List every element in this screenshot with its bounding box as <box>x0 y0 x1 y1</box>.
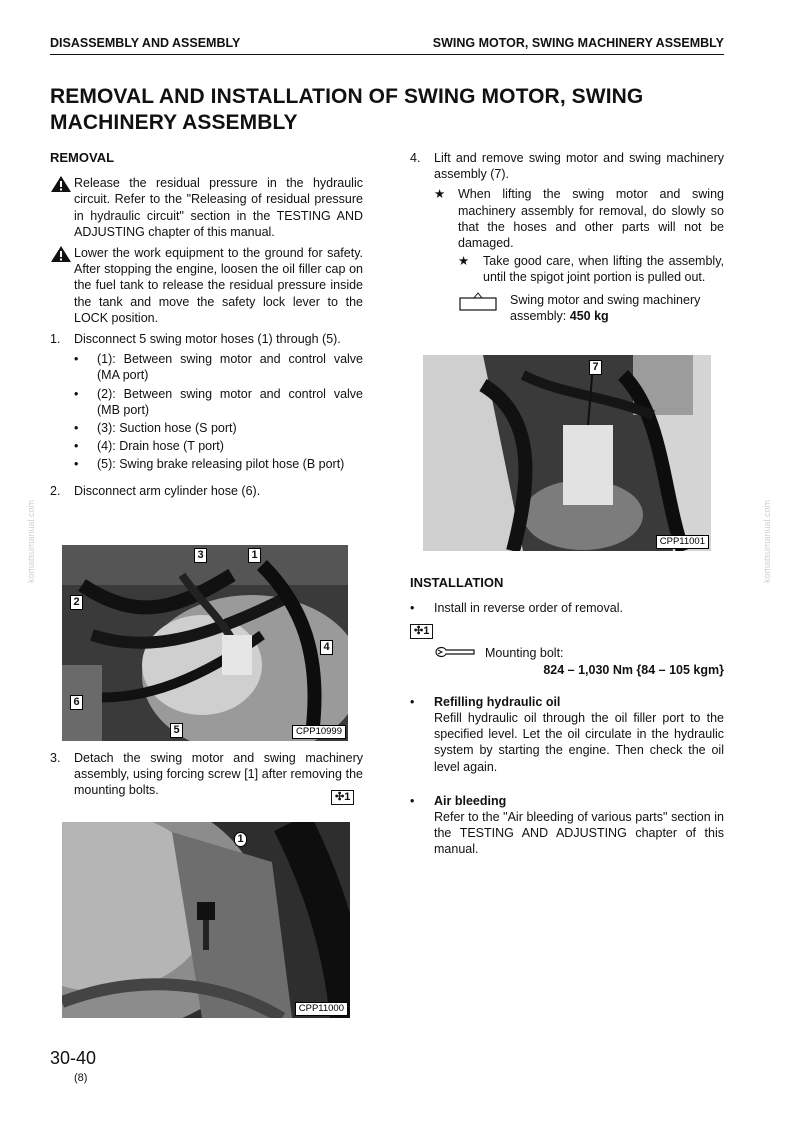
step-1 <box>50 331 363 347</box>
title-line-1: REMOVAL AND INSTALLATION OF SWING MOTOR, SWING <box>50 85 644 108</box>
step-3-reference <box>331 787 354 805</box>
bullet-dot: • <box>74 439 79 454</box>
step-3 <box>50 750 363 799</box>
bullet-dot: • <box>410 793 415 808</box>
warning-icon <box>50 245 72 263</box>
photo-3-caption: CPP11001 <box>656 535 709 549</box>
photo-1-caption: CPP10999 <box>292 725 346 739</box>
callout-1: 1 <box>234 832 247 847</box>
bolt-cross-icon: ✣ <box>335 791 345 803</box>
reference-number: 1 <box>344 791 351 803</box>
installation-section <box>410 575 724 860</box>
bullet-dot: • <box>74 421 79 436</box>
weight-icon <box>458 292 498 312</box>
watermark-right: komatsumanual.com <box>762 500 772 584</box>
bolt-label: Mounting bolt: <box>485 646 564 661</box>
reference-box <box>331 790 354 805</box>
callout-7: 7 <box>589 360 602 375</box>
photo-1-illustration <box>62 545 348 741</box>
callout-5: 5 <box>170 723 183 738</box>
refill-text: Refill hydraulic oil through the oil filler port to the specified level. Let the oil circulate in the hydraulic system by starting the engine. Then check the oil level again. <box>434 711 724 774</box>
photo-swing-motor-hoses <box>62 545 348 741</box>
step-1-number: 1. <box>50 332 61 347</box>
note-star-1-text: When lifting the swing motor and swing machinery assembly for removal, do slowly so that the hoses and other parts will not be damaged. <box>458 187 724 251</box>
bullet-text: (4): Drain hose (T port) <box>97 439 224 454</box>
watermark-left: komatsumanual.com <box>26 500 36 584</box>
page-number: 30-40 <box>50 1048 97 1068</box>
note-star-2-text: Take good care, when lifting the assembly, until the spigot joint portion is pulled out. <box>483 254 724 285</box>
star-icon: ★ <box>434 187 446 202</box>
callout-4: 4 <box>320 640 333 655</box>
bullet-3 <box>50 420 363 436</box>
torque-spec <box>410 645 724 677</box>
callout-6: 6 <box>70 695 83 710</box>
title-line-2: MACHINERY ASSEMBLY <box>50 111 298 134</box>
callout-1: 1 <box>248 548 261 563</box>
header-right: SWING MOTOR, SWING MACHINERY ASSEMBLY <box>432 36 724 50</box>
bolt-value: 824 – 1,030 Nm {84 – 105 kgm} <box>543 662 724 677</box>
bullet-dot: • <box>74 352 79 367</box>
bullet-text: (2): Between swing motor and control valve (MB port) <box>97 386 363 417</box>
wrench-icon <box>434 645 476 659</box>
step-3-number: 3. <box>50 751 61 765</box>
photo-forcing-screw <box>62 822 350 1018</box>
warning-icon <box>50 175 72 193</box>
weight-spec <box>410 292 724 324</box>
install-reference <box>410 622 724 639</box>
bullet-dot: • <box>410 694 415 709</box>
step-2 <box>50 483 363 499</box>
photo-2-caption: CPP11000 <box>295 1002 348 1016</box>
photo-3-illustration <box>423 355 711 551</box>
refill-item <box>410 694 724 775</box>
callout-3: 3 <box>194 548 207 563</box>
bullet-2 <box>50 386 363 418</box>
install-bullet <box>410 600 724 616</box>
revision-number: (8) <box>74 1072 88 1084</box>
weight-value: 450 kg <box>569 308 609 323</box>
page-title <box>50 84 730 136</box>
step-1-text: Disconnect 5 swing motor hoses (1) through (5). <box>74 332 341 347</box>
warning-2-text: Lower the work equipment to the ground for safety. After stopping the engine, loosen the oil filler cap on the fuel tank to release the residual pressure inside the tank and move the safety lock lever to the LOCK position. <box>74 246 363 325</box>
header-left: DISASSEMBLY AND ASSEMBLY <box>50 36 241 50</box>
step-2-number: 2. <box>50 483 61 498</box>
left-column <box>50 150 363 503</box>
step-3-text: Detach the swing motor and swing machinery assembly, using forcing screw [1] after removing the mounting bolts. <box>74 751 363 798</box>
air-heading: Air bleeding <box>434 793 507 808</box>
warning-2 <box>50 245 363 326</box>
install-bullet-text: Install in reverse order of removal. <box>434 601 623 616</box>
step-2-text: Disconnect arm cylinder hose (6). <box>74 483 261 498</box>
bullet-text: (1): Between swing motor and control valve (MA port) <box>97 352 363 383</box>
refill-heading: Refilling hydraulic oil <box>434 694 561 709</box>
step-4 <box>410 150 724 182</box>
step-3-block <box>50 750 363 803</box>
bullet-text: (5): Swing brake releasing pilot hose (B port) <box>97 457 345 472</box>
photo-lifting-assembly <box>423 355 711 551</box>
bullet-4 <box>50 438 363 454</box>
bullet-1 <box>50 351 363 383</box>
step-4-text: Lift and remove swing motor and swing machinery assembly (7). <box>434 151 724 182</box>
warning-1 <box>50 175 363 240</box>
right-column <box>410 150 724 324</box>
bullet-text: (3): Suction hose (S port) <box>97 421 237 436</box>
step-4-number: 4. <box>410 151 421 165</box>
reference-box <box>410 624 433 639</box>
note-star-1 <box>410 186 724 251</box>
bolt-cross-icon: ✣ <box>414 625 424 638</box>
note-star-2 <box>410 253 724 285</box>
star-icon: ★ <box>458 254 470 269</box>
bullet-dot: • <box>74 386 79 401</box>
reference-number: 1 <box>423 625 430 638</box>
bullet-5 <box>50 456 363 472</box>
bullet-dot: • <box>410 601 415 616</box>
removal-heading: REMOVAL <box>50 150 115 165</box>
warning-1-text: Release the residual pressure in the hydraulic circuit. Refer to the "Releasing of residual pressure in hydraulic circuit" section in the TESTING AND ADJUSTING chapter of this manual. <box>74 176 363 239</box>
callout-2: 2 <box>70 595 83 610</box>
air-bleeding-item <box>410 793 724 858</box>
page-header <box>50 34 724 55</box>
photo-2-illustration <box>62 822 350 1018</box>
weight-label: Swing motor and swing machinery assembly: <box>510 292 701 323</box>
air-text: Refer to the "Air bleeding of various parts" section in the TESTING AND ADJUSTING chapter of this manual. <box>434 810 724 857</box>
installation-heading: INSTALLATION <box>410 575 504 590</box>
bullet-dot: • <box>74 457 79 472</box>
